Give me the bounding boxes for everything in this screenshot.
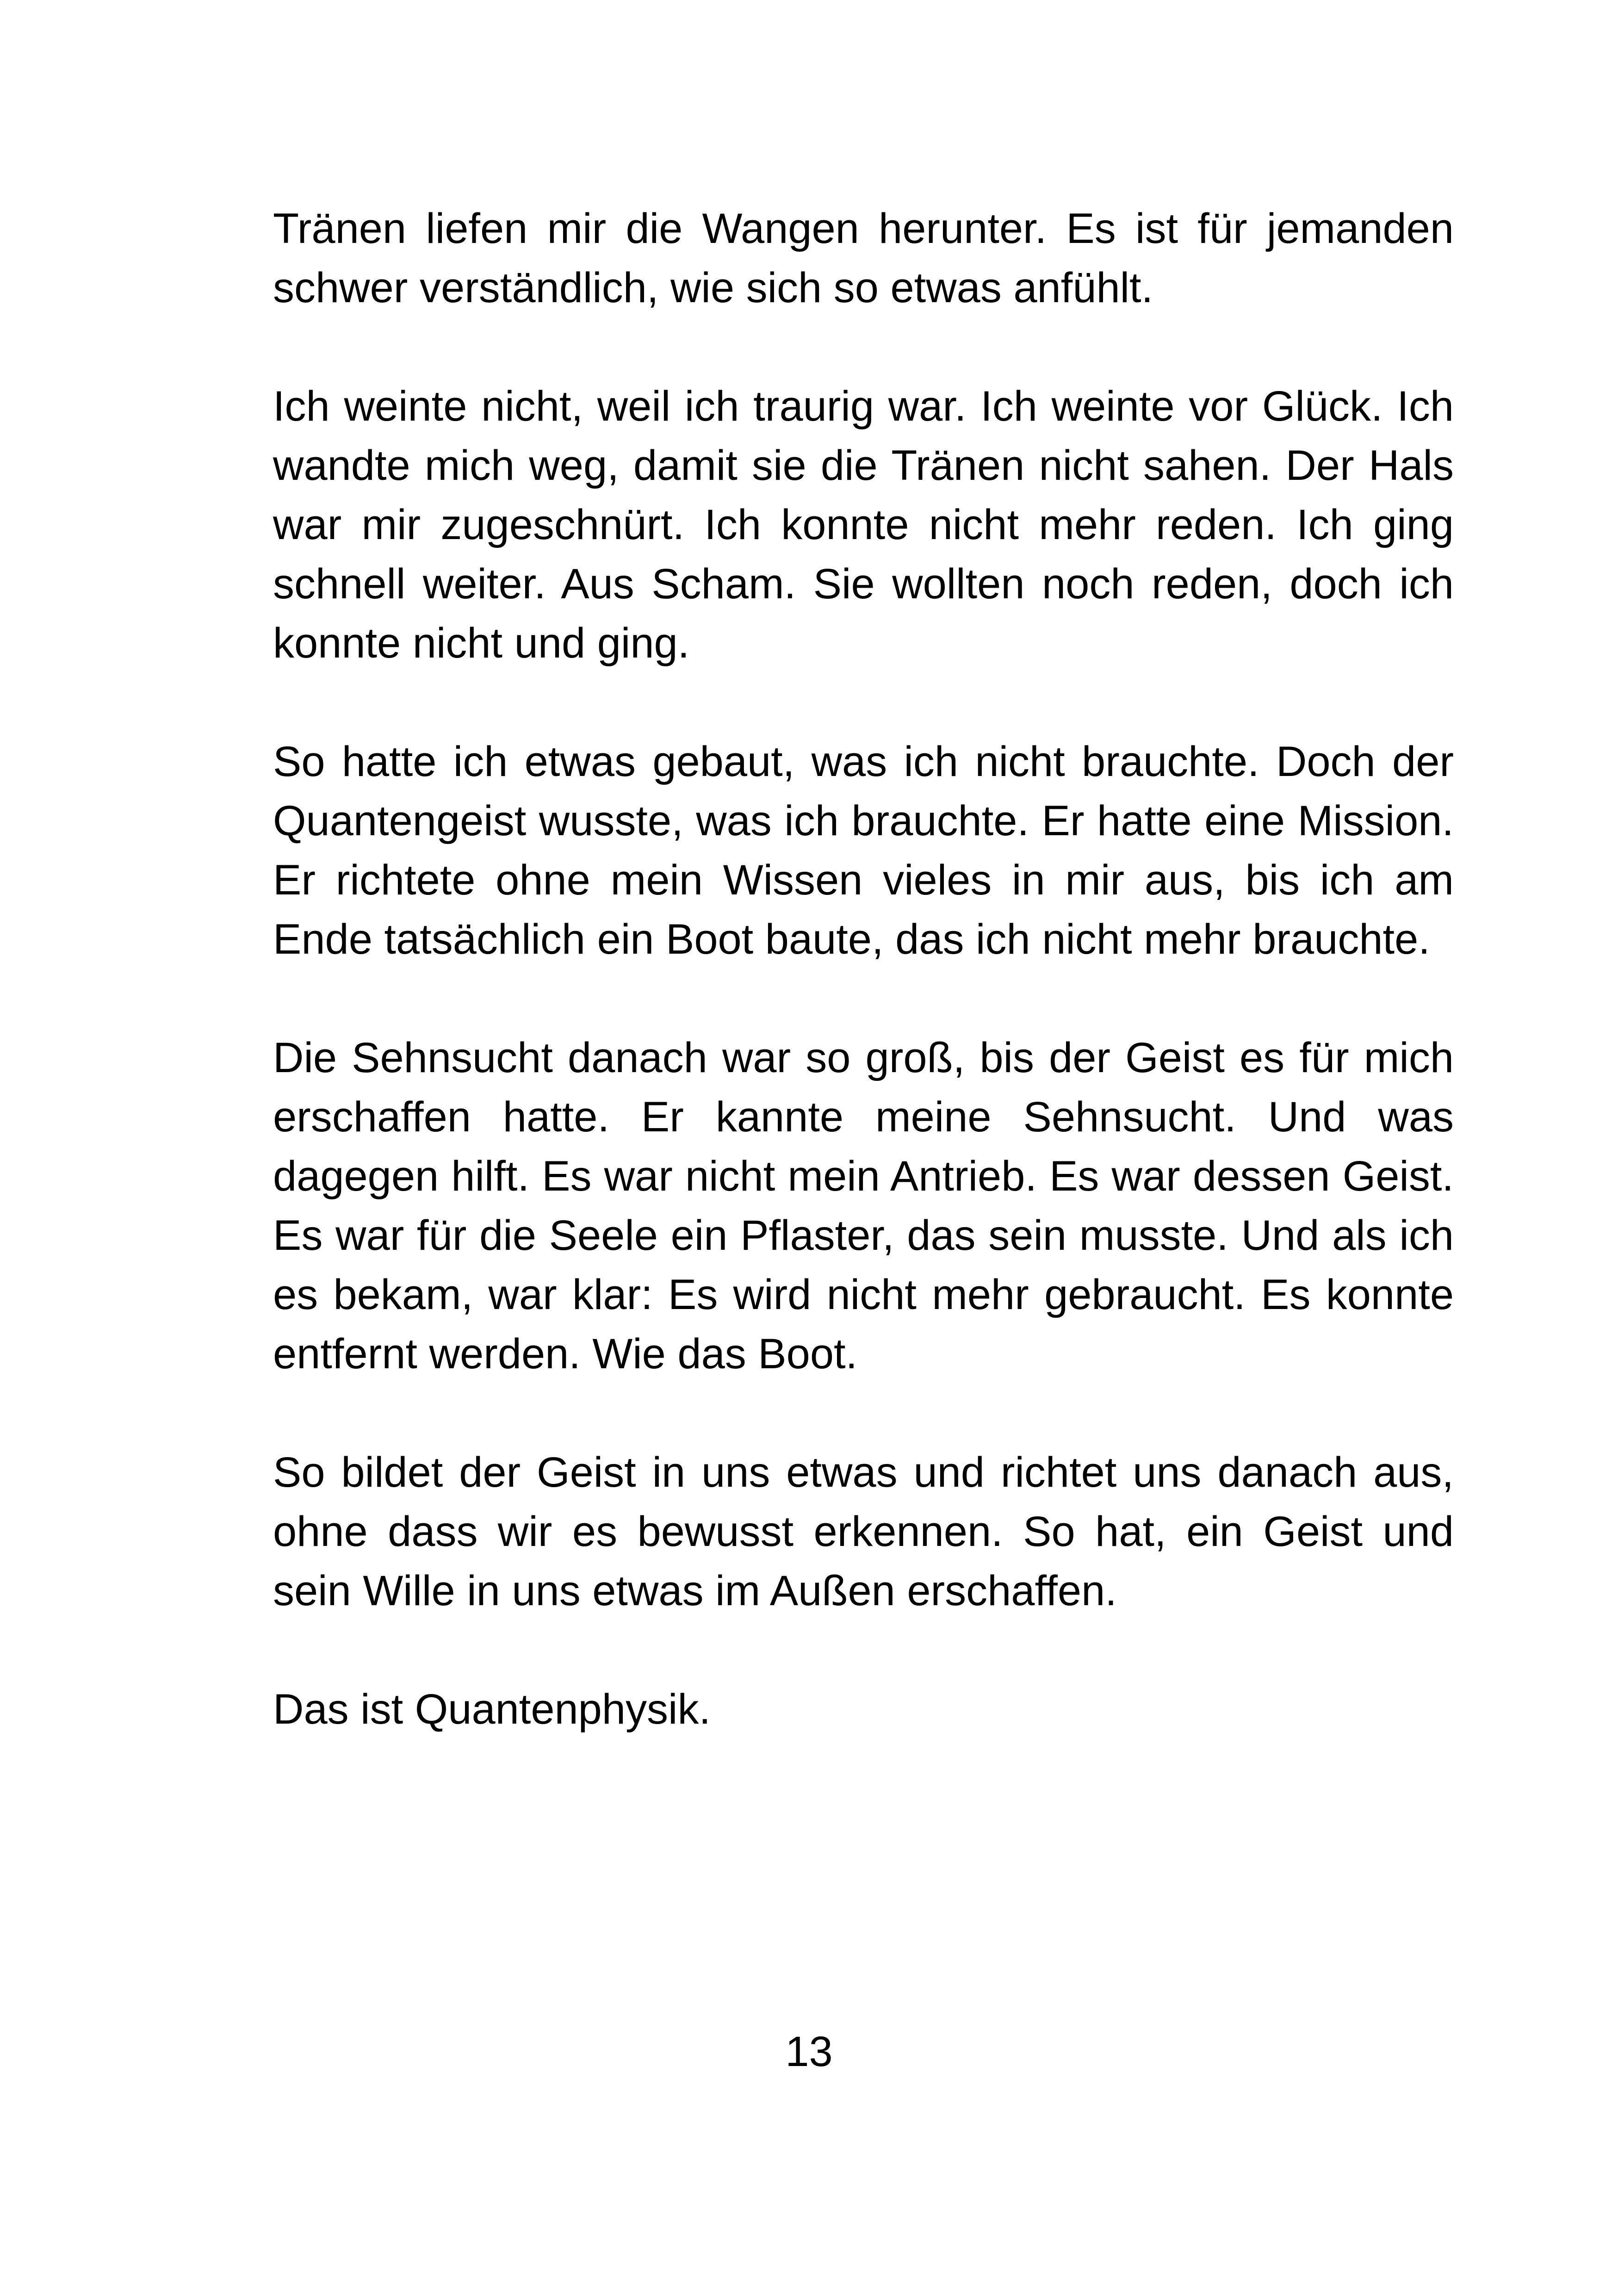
paragraph-5: So bildet der Geist in uns etwas und richtet uns danach aus, ohne dass wir es bewusst erkennen. So hat, ein Geist und sein Wille in uns etwas im Außen erschaffen. [273,1449,1454,1614]
paragraph-4: Die Sehnsucht danach war so groß, bis der Geist es für mich erschaffen hatte. Er kannte meine Sehnsucht. Und was dagegen hilft. Es war nicht mein Antrieb. Es war dessen Geist. Es war für die Seele ein Pflaster, das sein musste. Und als ich es bekam, war klar: Es wird nicht mehr gebraucht. Es konnte entfernt werden. Wie das Boot. [273,1034,1454,1378]
paragraph-6: Das ist Quantenphysik. [273,1686,711,1733]
paragraph-1: Tränen liefen mir die Wangen herunter. Es ist für jemanden schwer verständlich, wie sich so etwas anfühlt. [273,205,1454,311]
paragraph-3: So hatte ich etwas gebaut, was ich nicht brauchte. Doch der Quantengeist wusste, was ich brauchte. Er hatte eine Mission. Er richtete ohne mein Wissen vieles in mir aus, bis ich am Ende tatsächlich ein Boot baute, das ich nicht mehr brauchte. [273,738,1454,963]
page-number: 13 [785,2028,833,2075]
body-text [273,199,1454,1798]
paragraph-2: Ich weinte nicht, weil ich traurig war. Ich weinte vor Glück. Ich wandte mich weg, damit sie die Tränen nicht sahen. Der Hals war mir zugeschnürt. Ich konnte nicht mehr reden. Ich ging schnell weiter. Aus Scham. Sie wollten noch reden, doch ich konnte nicht und ging. [273,383,1454,667]
